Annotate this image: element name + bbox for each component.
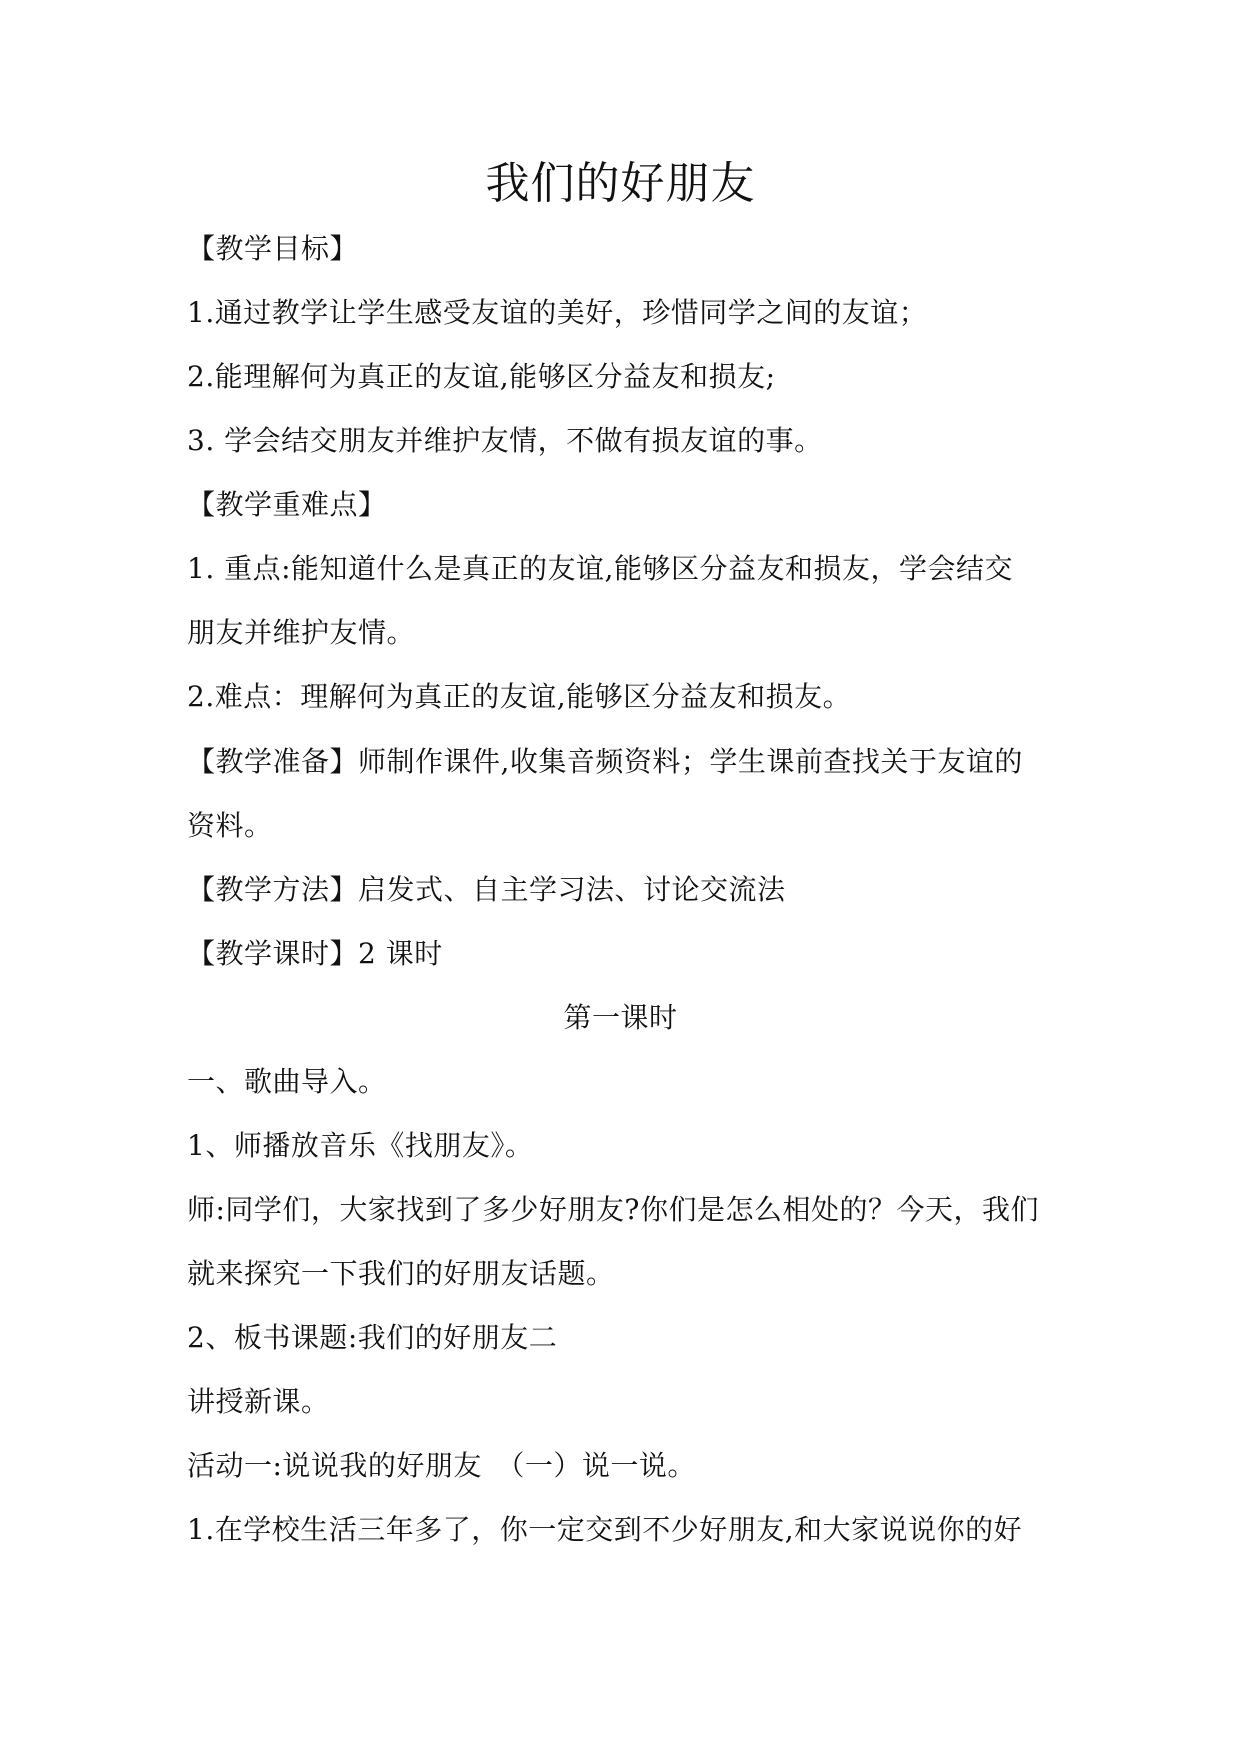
teaching-methods: 【教学方法】启发式、自主学习法、讨论交流法 — [187, 873, 786, 906]
part-one-heading: 一、歌曲导入。 — [187, 1065, 387, 1098]
preparation-paragraph: 【教学准备】师制作课件,收集音频资料；学生课前查找关于友谊的 — [187, 745, 1023, 778]
activity-one-heading: 活动一:说说我的好朋友 （一）说一说。 — [187, 1449, 696, 1482]
teacher-speech-continued: 就来探究一下我们的好朋友话题。 — [187, 1257, 615, 1290]
document-title: 我们的好朋友 — [485, 158, 756, 209]
key-point-1-continued: 朋友并维护友情。 — [187, 616, 416, 649]
new-lesson-heading: 讲授新课。 — [187, 1385, 330, 1418]
objective-1: 1.通过教学让学生感受友谊的美好，珍惜同学之间的友谊； — [187, 296, 928, 329]
step-2: 2、板书课题:我们的好朋友二 — [187, 1321, 558, 1354]
teacher-speech: 师:同学们，大家找到了多少好朋友?你们是怎么相处的？今天，我们 — [187, 1193, 1039, 1226]
step-1: 1、师播放音乐《找朋友》。 — [187, 1129, 534, 1162]
activity-question-1: 1.在学校生活三年多了，你一定交到不少好朋友,和大家说说你的好 — [187, 1513, 1023, 1546]
objective-3: 3. 学会结交朋友并维护友情，不做有损友谊的事。 — [187, 424, 823, 457]
objective-2: 2.能理解何为真正的友谊,能够区分益友和损友; — [187, 360, 776, 393]
preparation-paragraph-continued: 资料。 — [187, 809, 273, 842]
section-heading-objectives: 【教学目标】 — [187, 232, 359, 265]
section-heading-key-points: 【教学重难点】 — [187, 488, 387, 521]
key-point-2: 2.难点：理解何为真正的友谊,能够区分益友和损友。 — [187, 680, 852, 713]
lesson-heading: 第一课时 — [563, 1001, 678, 1034]
key-point-1: 1. 重点:能知道什么是真正的友谊,能够区分益友和损友，学会结交 — [187, 552, 1013, 585]
class-hours: 【教学课时】2 课时 — [187, 937, 443, 970]
